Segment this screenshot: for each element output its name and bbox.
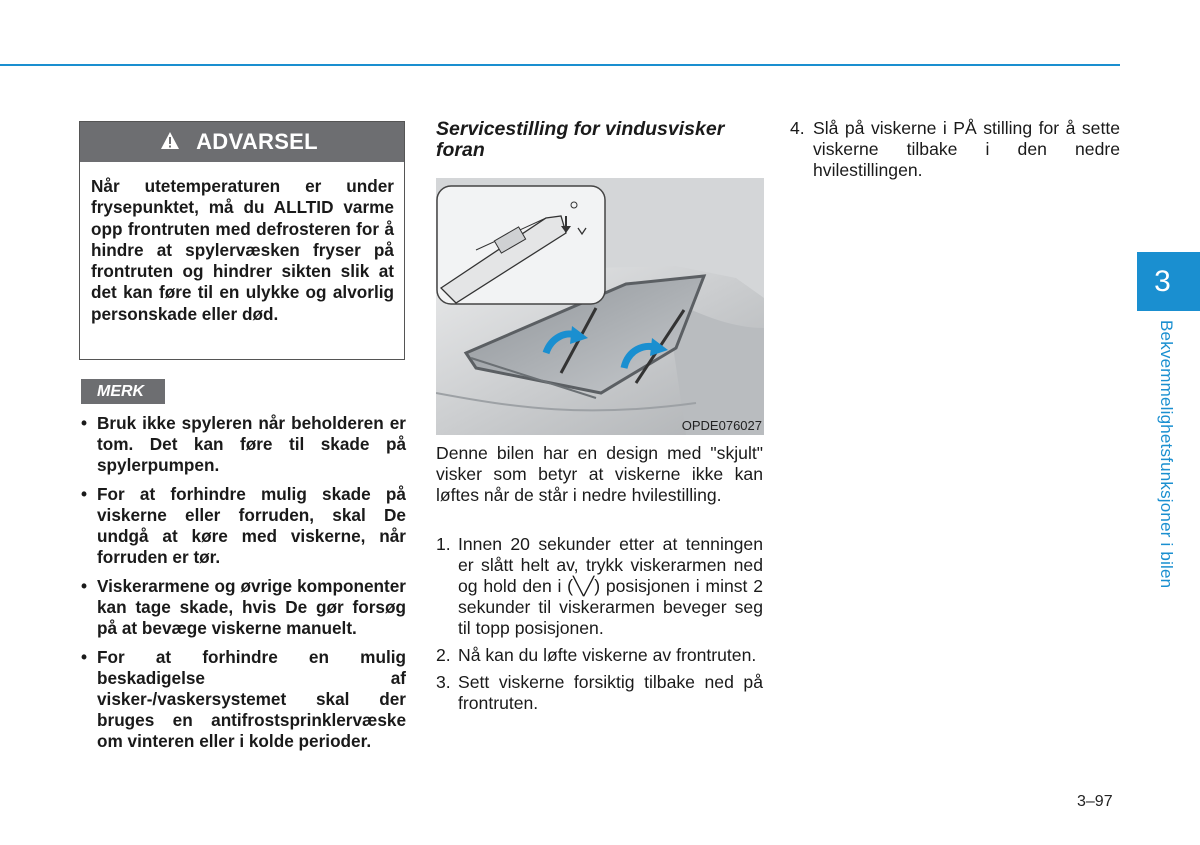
step-item — [790, 118, 1120, 181]
note-item: • Viskerarmene og øvrige komponenter kan tage skade, hvis De gør forsøg på at bevæge viskerne manuelt. — [79, 576, 406, 639]
section-title: Servicestilling for vindusvisker foran — [436, 118, 725, 161]
note-item: • For at forhindre en mulig beskadigelse af visker-/vaskersystemet skal der bruges en antifrostsprinklervæske om vinteren eller i kolde perioder. — [79, 647, 406, 752]
step-text: Slå på viskerne i PÅ stilling for å sette viskerne tilbake i den nedre hvilestillingen. — [813, 118, 1120, 180]
step-text: Innen 20 sekunder etter at tenningen er slått helt av, trykk viskerarmen ned og hold den i (╲╱) posisjonen i minst 2 sekunder til viskerarmen beveger seg til topp posisjonen. — [458, 534, 763, 638]
step-item — [436, 645, 763, 666]
warning-text: Når utetemperaturen er under frysepunktet, må du ALLTID varme opp frontruten med defrosteren for å hindre at spylervæsken fryser på frontruten og hindrer sikten slik at det kan føre til en ulykke og alvorlig personskade eller død. — [91, 176, 394, 324]
wiper-illustration — [436, 178, 764, 435]
step-number: 1. — [436, 534, 451, 554]
step-number: 4. — [790, 118, 805, 138]
note-list — [79, 413, 406, 760]
warning-header — [80, 122, 404, 162]
intro-paragraph: Denne bilen har en design med "skjult" visker som betyr at viskerne ikke kan løftes når de står i nedre hvilestilling. — [436, 443, 763, 505]
wiper-illustration-drawing — [436, 178, 764, 435]
step-number: 3. — [436, 672, 451, 692]
step-list — [436, 534, 763, 720]
step-item — [436, 672, 763, 714]
step-text: Nå kan du løfte viskerne av frontruten. — [458, 645, 757, 665]
warning-box — [79, 121, 405, 360]
chapter-title-text: Bekvemmelighetsfunksjoner i bilen — [1157, 320, 1176, 589]
note-item: • For at forhindre mulig skade på viskerne eller forruden, skal De undgå at køre med viskerne, når forruden er tør. — [79, 484, 406, 568]
step-list-continued — [790, 118, 1120, 181]
chapter-title — [1152, 320, 1178, 610]
page-number: 3–97 — [1077, 793, 1113, 810]
note-item: • Bruk ikke spyleren når beholderen er tom. Det kan føre til skade på spylerpumpen. — [79, 413, 406, 476]
step-item — [436, 534, 763, 639]
warning-title: ADVARSEL — [196, 129, 318, 154]
note-tag: MERK — [81, 379, 165, 404]
figure-code: OPDE076027 — [681, 418, 762, 433]
step-number: 2. — [436, 645, 451, 665]
chapter-tab: 3 — [1137, 252, 1200, 311]
top-rule — [0, 64, 1120, 66]
step-text: Sett viskerne forsiktig tilbake ned på frontruten. — [458, 672, 763, 713]
